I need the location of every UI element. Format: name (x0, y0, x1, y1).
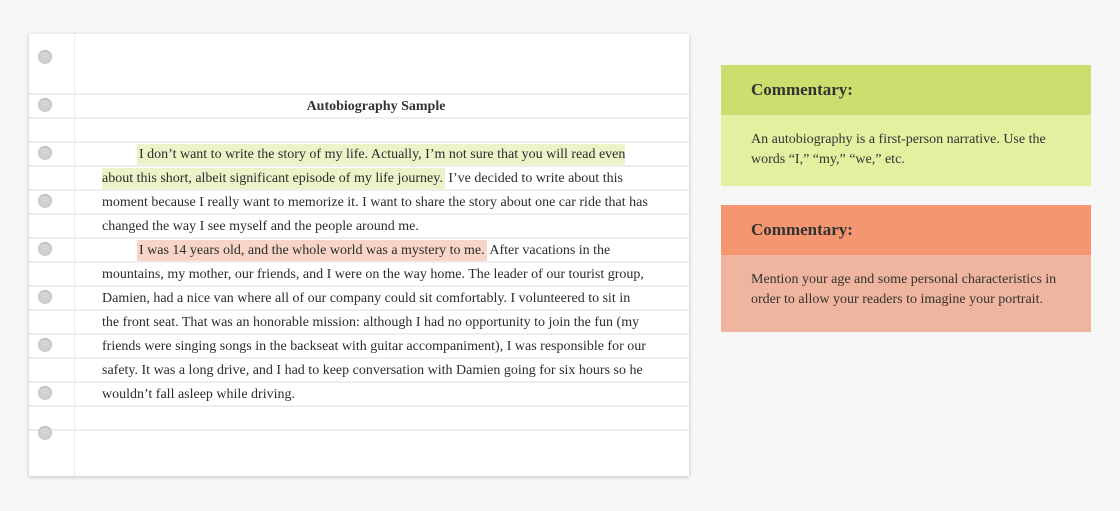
highlight-first-person: I don’t want to write the story of my life. Actually, I’m not sure that you will read even about this short, albeit significant episode of my life journey. (102, 144, 625, 189)
commentary-card-age (721, 205, 1091, 332)
paragraph-text: After vacations in the mountains, my mother, our friends, and I were on the way home. The leader of our tourist group, Damien, had a nice van where all of our company could sit comfortably. I volunteered to sit in the front seat. That was an honorable mission: although I had no opportunity to join the fun (my friends were singing songs in the backseat with guitar accompaniment), I was responsible for our safety. It was a long drive, and I had to keep conversation with Damien going for six hours so he wouldn’t fall asleep while driving. (102, 243, 646, 402)
commentary-text: Mention your age and some personal characteristics in order to allow your readers to imagine your portrait. (721, 255, 1091, 332)
commentary-text: An autobiography is a first-person narrative. Use the words “I,” “my,” “we,” etc. (721, 115, 1091, 186)
paragraph-1 (102, 143, 650, 239)
binder-hole-icon (38, 146, 52, 160)
ruled-line (29, 93, 689, 95)
ruled-line (29, 429, 689, 431)
binder-hole-icon (38, 290, 52, 304)
document-paper (29, 34, 689, 476)
binder-hole-icon (38, 194, 52, 208)
commentary-heading: Commentary: (721, 65, 1091, 115)
commentary-card-first-person (721, 65, 1091, 186)
binder-hole-icon (38, 98, 52, 112)
ruled-line (29, 117, 689, 119)
binder-hole-icon (38, 50, 52, 64)
binder-hole-icon (38, 386, 52, 400)
binder-hole-icon (38, 242, 52, 256)
paragraph-2 (102, 239, 650, 407)
highlight-age: I was 14 years old, and the whole world was a mystery to me. (137, 240, 487, 261)
commentary-heading: Commentary: (721, 205, 1091, 255)
document-title: Autobiography Sample (306, 99, 446, 114)
binder-hole-icon (38, 426, 52, 440)
paragraph-text: I’ve decided to write about this moment because I really want to memorize it. I want to share the story about one car ride that has changed the way I see myself and the people around me. (102, 171, 648, 234)
margin-line (74, 34, 75, 476)
binder-hole-icon (38, 338, 52, 352)
document-body (102, 143, 650, 407)
